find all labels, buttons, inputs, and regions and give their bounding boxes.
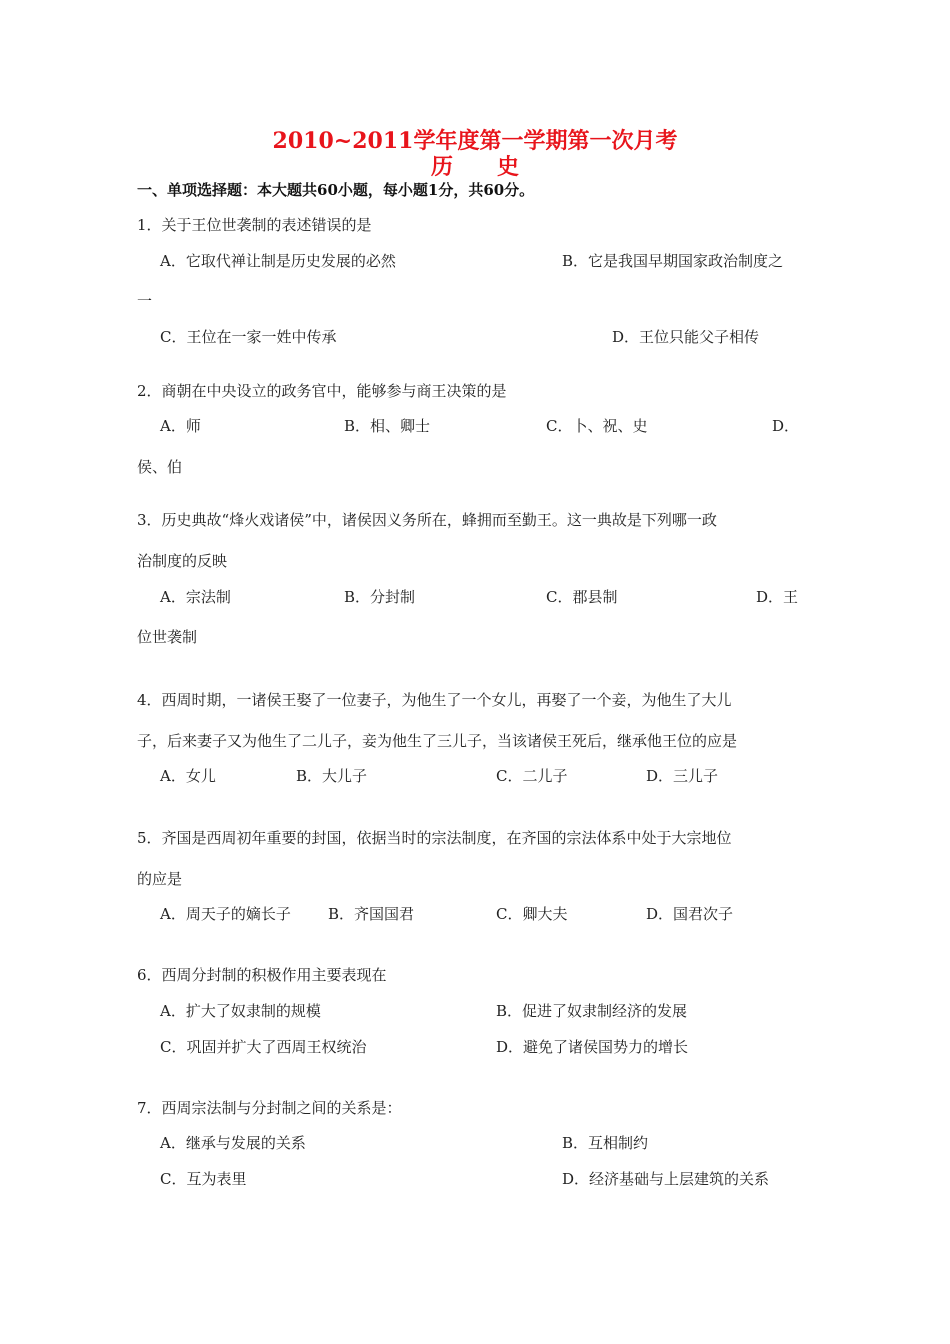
option-b: B．它是我国早期国家政治制度之: [562, 252, 784, 270]
option-d: D．经济基础与上层建筑的关系: [562, 1170, 770, 1188]
option-b: B．分封制: [344, 588, 416, 606]
option-c: C．王位在一家一姓中传承: [160, 328, 337, 346]
section-heading: 一、单项选择题：本大题共60小题，每小题1分，共60分。: [137, 181, 535, 199]
option-a: A．它取代禅让制是历史发展的必然: [160, 252, 396, 270]
option-a: A．女儿: [160, 767, 216, 785]
question-stem: 1．关于王位世袭制的表述错误的是: [137, 216, 372, 234]
option-d: D．避免了诸侯国势力的增长: [496, 1038, 689, 1056]
option-d: D．: [772, 417, 800, 435]
option-b: B．互相制约: [562, 1134, 649, 1152]
option-b-continued: 一: [137, 292, 153, 310]
option-c: C．互为表里: [160, 1170, 247, 1188]
option-a: A．师: [160, 417, 201, 435]
option-d-continued: 位世袭制: [137, 628, 198, 646]
exam-title: 2010~2011学年度第一学期第一次月考: [272, 128, 678, 154]
option-a: A．宗法制: [160, 588, 231, 606]
option-b: B．促进了奴隶制经济的发展: [496, 1002, 688, 1020]
option-d: D．王位只能父子相传: [612, 328, 760, 346]
option-a: A．继承与发展的关系: [160, 1134, 306, 1152]
question-stem-continued: 子，后来妻子又为他生了二儿子，妾为他生了三儿子，当该诸侯王死后，继承他王位的应是: [137, 732, 738, 750]
option-a: A．周天子的嫡长子: [160, 905, 291, 923]
question-stem: 7．西周宗法制与分封制之间的关系是：: [137, 1099, 402, 1117]
question-stem: 6．西周分封制的积极作用主要表现在: [137, 966, 387, 984]
option-d: D．三儿子: [646, 767, 719, 785]
option-c: C．二儿子: [496, 767, 568, 785]
option-d: D．王: [756, 588, 799, 606]
option-c: C．巩固并扩大了西周王权统治: [160, 1038, 367, 1056]
option-d-continued: 侯、伯: [137, 458, 183, 476]
option-c: C．卿大夫: [496, 905, 568, 923]
option-a: A．扩大了奴隶制的规模: [160, 1002, 321, 1020]
option-c: C．郡县制: [546, 588, 618, 606]
option-c: C．卜、祝、史: [546, 417, 648, 435]
question-stem: 5．齐国是西周初年重要的封国，依据当时的宗法制度，在齐国的宗法体系中处于大宗地位: [137, 829, 732, 847]
option-d: D．国君次子: [646, 905, 734, 923]
question-stem: 3．历史典故“烽火戏诸侯”中，诸侯因义务所在，蜂拥而至勤王。这一典故是下列哪一政: [137, 511, 717, 529]
option-b: B．大儿子: [296, 767, 368, 785]
option-b: B．齐国国君: [328, 905, 415, 923]
subject-title: 历 史: [430, 154, 519, 180]
option-b: B．相、卿士: [344, 417, 431, 435]
question-stem-continued: 治制度的反映: [137, 552, 228, 570]
question-stem-continued: 的应是: [137, 870, 183, 888]
question-stem: 4．西周时期，一诸侯王娶了一位妻子，为他生了一个女儿，再娶了一个妾，为他生了大儿: [137, 691, 732, 709]
question-stem: 2．商朝在中央设立的政务官中，能够参与商王决策的是: [137, 382, 507, 400]
